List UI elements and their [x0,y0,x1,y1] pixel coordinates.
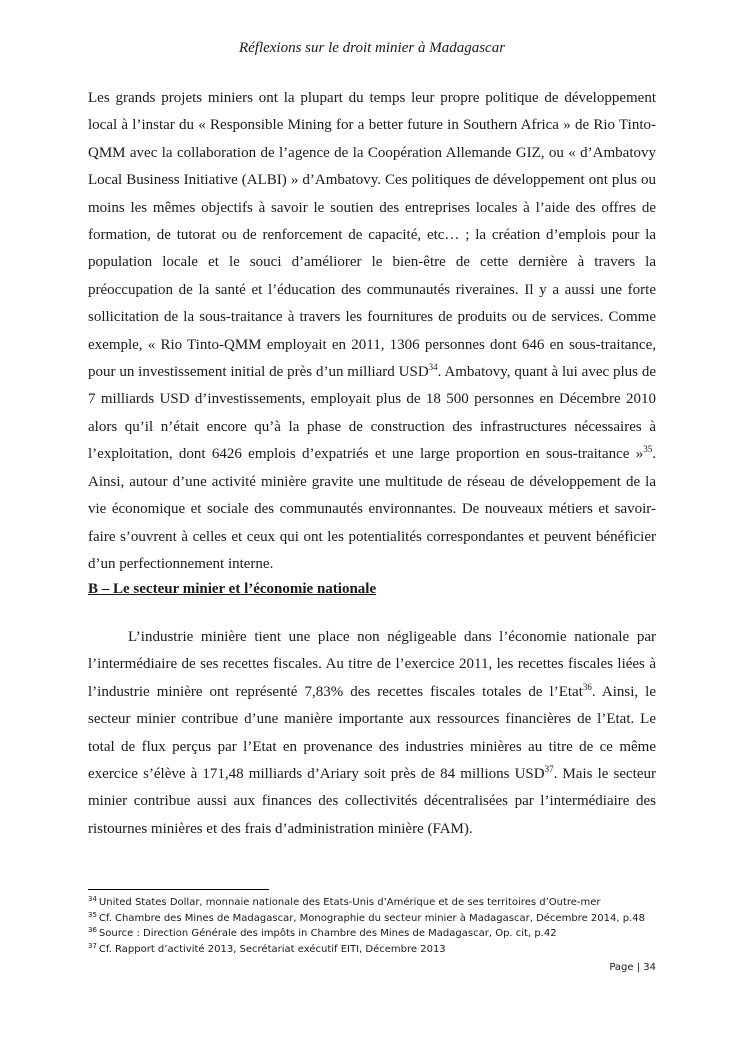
paragraph-text: . Mais le secteur minier contribue aussi aux finances des collectivités décentralisées par l’intermédiaire des ristournes minières et des frais d’administration minière (FAM). [88,766,656,837]
paragraph-text: . Ainsi, autour d’une activité minière gravite une multitude de réseau de développement de la vie économique et sociale des communautés environnantes. De nouveaux métiers et savoir-faire s’ouvrent à celles et ceux qui ont les potentialités correspondantes et peuvent bénéficier d’un perfectionnement interne. [88,446,656,572]
body-paragraph-1 [88,85,656,578]
footnote-separator [88,889,269,890]
footnote-ref-37[interactable]: 37 [544,764,554,775]
footnote-number: 37 [88,941,97,950]
footnote-number: 34 [88,895,97,903]
footnote-text: United States Dollar, monnaie nationale des Etats-Unis d’Amérique et de ses territoires d’Outre-mer [98,897,601,908]
footnote-37 [88,942,668,958]
footnote-text: Cf. Rapport d’activité 2013, Secrétariat exécutif EITI, Décembre 2013 [98,943,446,955]
footnote-number: 36 [88,926,97,934]
footnote-number: 35 [88,910,97,919]
footnote-35 [88,911,668,927]
footnote-ref-35[interactable]: 35 [643,444,653,455]
footnotes [88,895,668,957]
paragraph-text: . Ainsi, le secteur minier contribue d’une manière importante aux ressources financières de l’Etat. Le total de flux perçus par l’Etat en provenance des industries minières au titre de ce même exercice s’élève à 171,48 milliards d’Ariary soit près de 84 millions USD [88,683,656,783]
page-number: Page | 34 [609,962,656,973]
paragraph-text: Les grands projets miniers ont la plupart du temps leur propre politique de développement local à l’instar du « Responsible Mining for a better future in Southern Africa » de Rio Tinto-QMM avec la collaboration de l’agence de la Coopération Allemande GIZ, ou « d’Ambatovy Local Business Initiative (ALBI) » d’Ambatovy. Ces politiques de développement ont plus ou moins les mêmes objectifs à savoir le soutien des entreprises locales à l’aide des offres de formation, de tutorat ou de renforcement de capacité, etc… ; la création d’emplois pour la population locale et le souci d’améliorer le bien-être de cette dernière à travers la préoccupation de la santé et l’éducation des communautés riveraines. Il y a aussi une forte sollicitation de la sous-traitance à travers les fournitures de produits ou de services. Comme exemple, « Rio Tinto-QMM employait en 2011, 1306 personnes dont 646 en sous-traitance, pour un investissement initial de près d’un milliard USD [88,90,656,381]
paragraph-text: L’industrie minière tient une place non négligeable dans l’économie nationale par l’intermédiaire de ses recettes fiscales. Au titre de l’exercice 2011, les recettes fiscales liées à l’industrie minière ont représenté 7,83% des recettes fiscales totales de l’Etat [88,629,656,700]
footnote-34 [88,895,668,911]
footnote-text: Source : Direction Générale des impôts in Chambre des Mines de Madagascar, Op. cit, p.42 [98,928,557,939]
footnote-text: Cf. Chambre des Mines de Madagascar, Monographie du secteur minier à Madagascar, Décembre 2014, p.48 [98,912,645,924]
footnote-ref-34[interactable]: 34 [428,362,438,373]
running-header: Réflexions sur le droit minier à Madagascar [238,40,506,56]
footnote-ref-36[interactable]: 36 [582,681,592,692]
footnote-36 [88,926,668,942]
body-paragraph-2 [88,624,656,843]
section-heading: B – Le secteur minier et l’économie nationale [88,581,377,597]
paragraph-text: . Ambatovy, quant à lui avec plus de 7 milliards USD d’investissements, employait plus de 18 500 personnes en Décembre 2010 alors qu’il n’était encore qu’à la phase de construction des infrastructures nécessaires à l’exploitation, dont 6426 emplois d’expatriés et une large proportion en sous-traitance » [88,364,656,463]
